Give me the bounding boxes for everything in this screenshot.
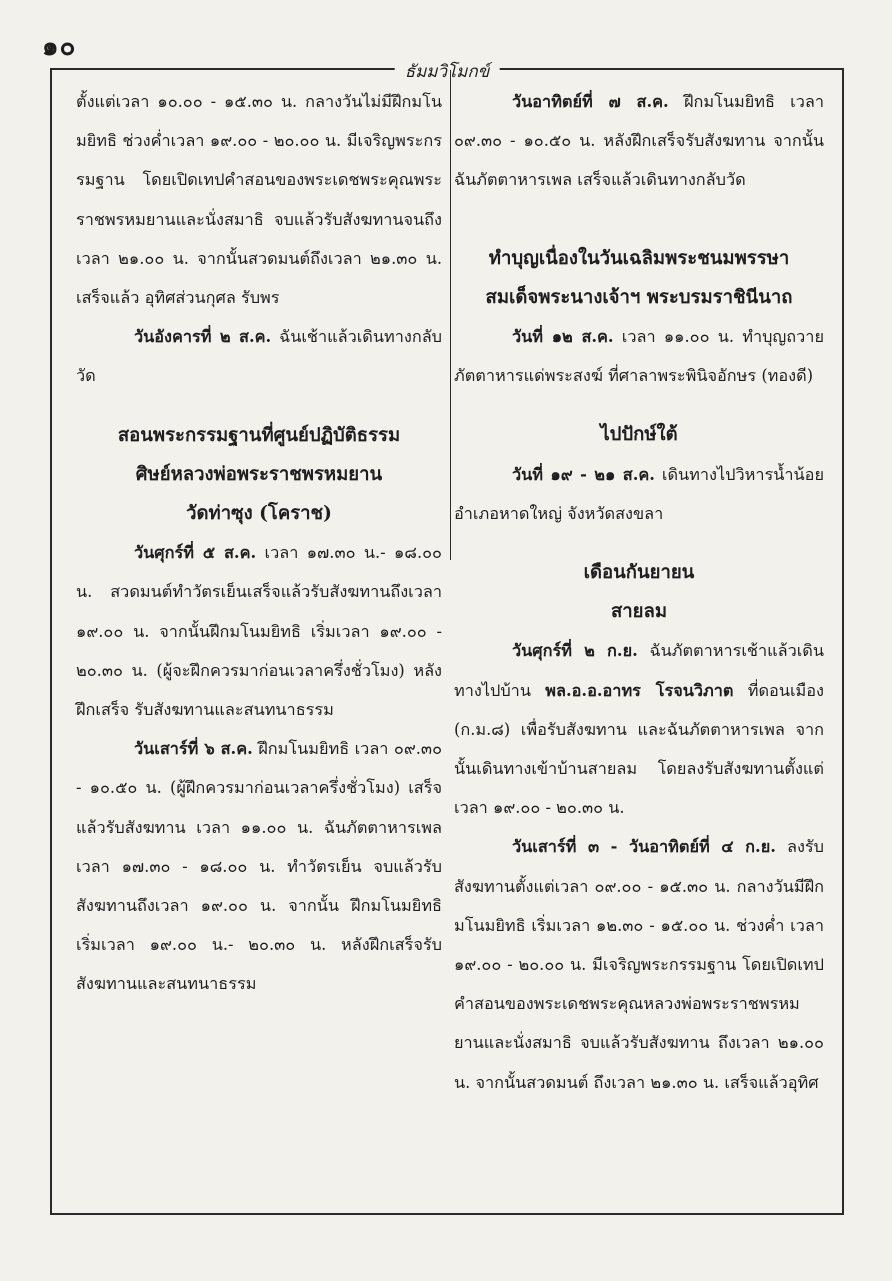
paragraph [76,317,442,395]
paragraph-text: ลงรับสังฆทานตั้งแต่เวลา ๐๙.๐๐ - ๑๕.๓๐ น. กลางวันมีฝึกมโนมยิทธิ เริ่มเวลา ๑๒.๓๐ - ๑๕.๐๐ น. ช่วงค่ำ เวลา ๑๙.๐๐ - ๒๐.๐๐ น. มีเจริญพระกรรมฐาน โดยเปิดเทปคำสอนของพระเดชพระคุณหลวงพ่อพระราชพรหมยานและนั่งสมาธิ จบแล้วรับสังฆทาน ถึงเวลา ๒๑.๐๐ น. จากนั้นสวดมนต์ ถึงเวลา ๒๑.๓๐ น. เสร็จแล้วอุทิศ [454,837,824,1092]
date-label: วันที่ ๑๙ - ๒๑ ส.ค. [512,464,655,484]
running-head: ธัมมวิโมกข์ [395,58,500,85]
page-number: ๑๐ [42,32,77,62]
section-subheading: สายลม [610,601,668,623]
paragraph [454,827,824,1101]
paragraph [76,729,442,1003]
date-label: วันที่ ๑๒ ส.ค. [512,327,614,347]
date-label: วันศุกร์ที่ ๒ ก.ย. [512,641,638,661]
section-heading: ไปปักษ์ใต้ [600,424,678,446]
paragraph: ตั้งแต่เวลา ๑๐.๐๐ - ๑๕.๓๐ น. กลางวันไม่มีฝึกมโนมยิทธิ ช่วงค่ำเวลา ๑๙.๐๐ - ๒๐.๐๐ น. มีเจริญพระกรรมฐาน โดยเปิดเทปคำสอนของพระเดชพระคุณพระราชพรหมยานและนั่งสมาธิ จบแล้วรับสังฆทานจนถึง เวลา ๒๑.๐๐ น. จากนั้นสวดมนต์ถึงเวลา ๒๑.๓๐ น. เสร็จแล้ว อุทิศส่วนกุศล รับพร [76,92,442,308]
date-label: วันอังคารที่ ๒ ส.ค. [134,327,272,347]
paragraph [454,317,824,395]
paragraph-text: เวลา ๑๗.๓๐ น.- ๑๘.๐๐ น. สวดมนต์ทำวัตรเย็นเสร็จแล้วรับสังฆทานถึงเวลา ๑๙.๐๐ น. จากนั้นฝึกมโนมยิทธิ เริ่มเวลา ๑๙.๐๐ - ๒๐.๓๐ น. (ผู้จะฝึกควรมาก่อนเวลาครึ่งชั่วโมง) หลังฝึกเสร็จ รับสังฆทานและสนทนาธรรม [76,543,442,720]
paragraph-text: ฝึกมโนมยิทธิ เวลา ๐๙.๓๐ - ๑๐.๕๐ น. หลังฝึกเสร็จรับสังฆทาน จากนั้นฉันภัตตาหารเพล เสร็จแล้วเดินทางกลับวัด [454,92,825,190]
date-label: วันศุกร์ที่ ๕ ส.ค. [134,543,257,563]
paragraph [454,455,824,533]
date-label: วันเสาร์ที่ ๖ ส.ค. [134,739,253,759]
right-column [454,82,824,1102]
column-divider [450,70,451,560]
person-name: พล.อ.อ.อาทร โรจนวิภาต [545,680,734,700]
date-label: วันอาทิตย์ที่ ๗ ส.ค. [512,92,669,111]
left-column [76,82,442,1004]
paragraph-text: ฉันภัตตาหารเช้าแล้วเดินทางไปบ้าน [454,641,824,700]
paragraph-text: ที่ดอนเมือง (ก.ม.๘) เพื่อรับสังฆทาน และฉันภัตตาหารเพล จากนั้นเดินทางเข้าบ้านสายลม โดยลงรับสังฆทานตั้งแต่เวลา ๑๙.๐๐ - ๒๐.๓๐ น. [454,680,824,818]
section-heading: เดือนกันยายน [583,562,695,584]
section-heading: สมเด็จพระนางเจ้าฯ พระบรมราชินีนาถ [485,286,793,308]
paragraph-text: เวลา ๑๑.๐๐ น. ทำบุญถวายภัตตาหารแด่พระสงฆ์ ที่ศาลาพระพินิจอักษร (ทองดี) [454,327,824,386]
paragraph [76,533,442,729]
page-frame [50,62,844,1215]
section-heading: ศิษย์หลวงพ่อพระราชพรหมยาน [135,463,383,485]
paragraph-text: ฝึกมโนมยิทธิ เวลา ๐๙.๓๐ - ๑๐.๕๐ น. (ผู้ฝึกควรมาก่อนเวลาครึ่งชั่วโมง) เสร็จแล้วรับสังฆทาน เวลา ๑๑.๐๐ น. ฉันภัตตาหารเพล เวลา ๑๗.๓๐ - ๑๘.๐๐ น. ทำวัตรเย็น จบแล้วรับสังฆทานถึงเวลา ๑๙.๐๐ น. จากนั้น ฝึกมโนมยิทธิ เริ่มเวลา ๑๙.๐๐ น.- ๒๐.๓๐ น. หลังฝึกเสร็จรับสังฆทานและสนทนาธรรม [76,739,442,994]
section-heading: สอนพระกรรมฐานที่ศูนย์ปฏิบัติธรรม [117,424,401,446]
date-label: วันเสาร์ที่ ๓ - วันอาทิตย์ที่ ๔ ก.ย. [512,837,776,857]
paragraph [454,82,824,200]
paragraph-text: ฉันเช้าแล้วเดินทางกลับวัด [76,327,443,386]
paragraph-text: เดินทางไปวิหารน้ำน้อย อำเภอหาดใหญ่ จังหวัดสงขลา [454,464,824,523]
paragraph [454,631,824,827]
section-heading: วัดท่าซุง (โคราช) [186,503,332,525]
section-heading: ทำบุญเนื่องในวันเฉลิมพระชนมพรรษา [488,247,790,269]
